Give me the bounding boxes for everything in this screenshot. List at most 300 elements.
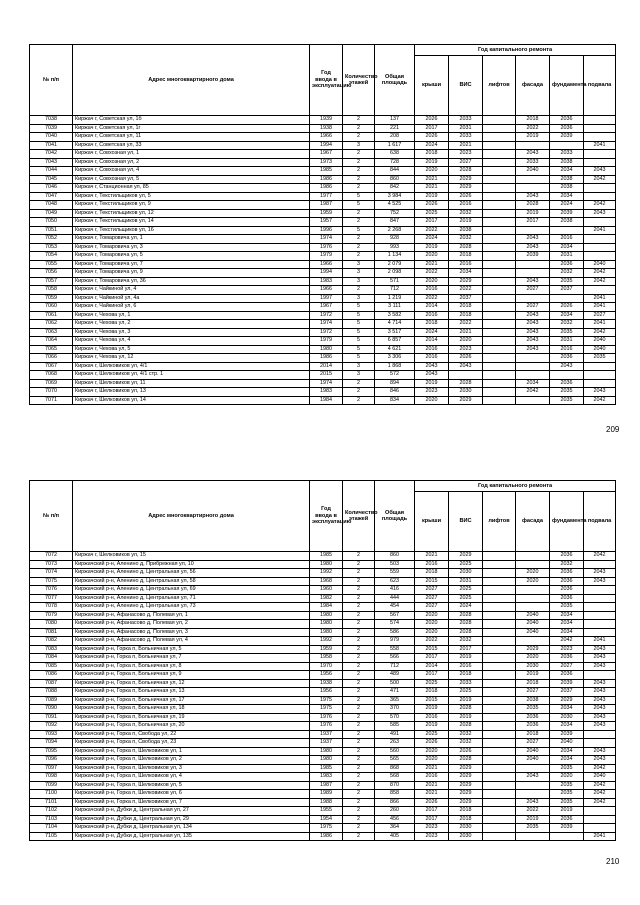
- cell-roof: 2014: [415, 337, 449, 346]
- header-foundation: фундамента: [550, 492, 584, 552]
- cell-num: 7089: [30, 696, 73, 705]
- table-row: [30, 611, 616, 620]
- cell-facade: [516, 396, 550, 405]
- cell-area: 565: [375, 756, 415, 765]
- cell-area: 3 111: [375, 303, 415, 312]
- cell-lift: [483, 192, 516, 201]
- cell-basement: 2042: [584, 201, 616, 210]
- cell-floors: 2: [343, 832, 375, 841]
- cell-basement: [584, 807, 616, 816]
- cell-area: 623: [375, 577, 415, 586]
- cell-vis: [449, 371, 483, 380]
- cell-roof: 2014: [415, 662, 449, 671]
- table-row: [30, 320, 616, 329]
- cell-num: 7054: [30, 252, 73, 261]
- cell-floors: 2: [343, 628, 375, 637]
- cell-vis: 2031: [449, 577, 483, 586]
- cell-lift: [483, 722, 516, 731]
- cell-area: 993: [375, 243, 415, 252]
- cell-vis: 2026: [449, 747, 483, 756]
- cell-area: 868: [375, 764, 415, 773]
- cell-area: 263: [375, 739, 415, 748]
- cell-area: 6 857: [375, 337, 415, 346]
- cell-vis: 2026: [449, 354, 483, 363]
- cell-area: 572: [375, 371, 415, 380]
- cell-area: 860: [375, 552, 415, 561]
- cell-facade: [516, 260, 550, 269]
- cell-floors: 5: [343, 354, 375, 363]
- cell-floors: 2: [343, 773, 375, 782]
- table-row: [30, 569, 616, 578]
- cell-year: 1970: [310, 662, 343, 671]
- cell-year: 1986: [310, 175, 343, 184]
- cell-floors: 2: [343, 747, 375, 756]
- cell-facade: 2027: [516, 688, 550, 697]
- cell-lift: [483, 577, 516, 586]
- table-row: [30, 158, 616, 167]
- cell-basement: 2040: [584, 260, 616, 269]
- table-row: [30, 620, 616, 629]
- cell-floors: 5: [343, 337, 375, 346]
- cell-facade: [516, 781, 550, 790]
- cell-roof: 2019: [415, 243, 449, 252]
- cell-vis: 2029: [449, 773, 483, 782]
- cell-num: 7068: [30, 371, 73, 380]
- cell-roof: 2019: [415, 158, 449, 167]
- cell-area: 842: [375, 184, 415, 193]
- cell-foundation: [550, 371, 584, 380]
- cell-roof: 2020: [415, 252, 449, 261]
- cell-address: Киржач г, Чехова ул, 4: [73, 337, 310, 346]
- cell-roof: 2018: [415, 150, 449, 159]
- cell-address: Киржач г, Совхозная ул, 4: [73, 167, 310, 176]
- cell-foundation: 2034: [550, 243, 584, 252]
- cell-roof: 2023: [415, 832, 449, 841]
- cell-basement: [584, 371, 616, 380]
- cell-num: 7087: [30, 679, 73, 688]
- cell-floors: 2: [343, 713, 375, 722]
- cell-area: 2 098: [375, 269, 415, 278]
- cell-address: Киржач г, Шелковиков ул, 15: [73, 552, 310, 561]
- cell-lift: [483, 209, 516, 218]
- cell-vis: 2028: [449, 628, 483, 637]
- cell-area: 928: [375, 235, 415, 244]
- cell-lift: [483, 654, 516, 663]
- cell-address: Киржачский р-н, Горка п, Свобода ул, 22: [73, 730, 310, 739]
- cell-foundation: 2034: [550, 722, 584, 731]
- cell-lift: [483, 388, 516, 397]
- cell-foundation: 2032: [550, 320, 584, 329]
- cell-num: 7073: [30, 560, 73, 569]
- cell-vis: 2030: [449, 832, 483, 841]
- cell-lift: [483, 594, 516, 603]
- cell-foundation: 2035: [550, 277, 584, 286]
- cell-address: Киржач г, Чехова ул, 1: [73, 311, 310, 320]
- cell-foundation: 2036: [550, 552, 584, 561]
- capital-repair-table: [29, 480, 616, 841]
- cell-roof: 2020: [415, 628, 449, 637]
- cell-address: Киржачский р-н, Горка п, Больничная ул, 5: [73, 645, 310, 654]
- cell-area: 858: [375, 790, 415, 799]
- cell-address: Киржач г, Томаровича ул, 36: [73, 277, 310, 286]
- cell-year: 1974: [310, 320, 343, 329]
- cell-num: 7104: [30, 824, 73, 833]
- table-row: [30, 671, 616, 680]
- cell-floors: 3: [343, 141, 375, 150]
- cell-basement: [584, 603, 616, 612]
- cell-foundation: 2037: [550, 286, 584, 295]
- cell-vis: 2018: [449, 807, 483, 816]
- cell-address: Киржачский р-н, Горка п, Больничная ул, 13: [73, 688, 310, 697]
- cell-floors: 2: [343, 603, 375, 612]
- cell-foundation: 2020: [550, 773, 584, 782]
- cell-roof: 2019: [415, 192, 449, 201]
- cell-year: 1958: [310, 654, 343, 663]
- cell-floors: 2: [343, 175, 375, 184]
- cell-year: 1957: [310, 218, 343, 227]
- cell-address: Киржачский р-н, Аленино д, Центральная ул, 73: [73, 603, 310, 612]
- cell-year: 1974: [310, 379, 343, 388]
- cell-year: 1992: [310, 637, 343, 646]
- cell-floors: 2: [343, 586, 375, 595]
- table-row: [30, 560, 616, 569]
- cell-floors: 2: [343, 739, 375, 748]
- cell-vis: 2032: [449, 739, 483, 748]
- cell-floors: 5: [343, 192, 375, 201]
- cell-vis: 2025: [449, 688, 483, 697]
- table-row: [30, 577, 616, 586]
- cell-foundation: 2027: [550, 662, 584, 671]
- cell-area: 491: [375, 730, 415, 739]
- cell-area: 208: [375, 133, 415, 142]
- cell-facade: 2035: [516, 824, 550, 833]
- cell-lift: [483, 560, 516, 569]
- header-area: Общая площадь: [375, 481, 415, 552]
- cell-basement: 2040: [584, 337, 616, 346]
- cell-facade: [516, 552, 550, 561]
- cell-area: 260: [375, 807, 415, 816]
- cell-foundation: 2043: [550, 362, 584, 371]
- cell-address: Киржач г, Чехова ул, 3: [73, 328, 310, 337]
- header-roof: крыши: [415, 492, 449, 552]
- cell-num: 7100: [30, 790, 73, 799]
- cell-address: Киржач г, Совхозная ул, 1: [73, 150, 310, 159]
- cell-vis: 2028: [449, 243, 483, 252]
- cell-roof: 2017: [415, 654, 449, 663]
- cell-facade: [516, 371, 550, 380]
- cell-lift: [483, 620, 516, 629]
- cell-vis: 2037: [449, 294, 483, 303]
- cell-foundation: 2034: [550, 311, 584, 320]
- cell-area: 712: [375, 662, 415, 671]
- table-row: [30, 662, 616, 671]
- cell-roof: 2020: [415, 611, 449, 620]
- cell-facade: 2043: [516, 345, 550, 354]
- cell-num: 7044: [30, 167, 73, 176]
- cell-roof: 2025: [415, 679, 449, 688]
- cell-floors: 3: [343, 371, 375, 380]
- cell-vis: 2032: [449, 235, 483, 244]
- cell-address: Киржачский р-н, Аленино д, Центральная ул, 58: [73, 577, 310, 586]
- table-row: [30, 175, 616, 184]
- cell-vis: 2034: [449, 269, 483, 278]
- table-row: [30, 243, 616, 252]
- cell-vis: 2028: [449, 756, 483, 765]
- cell-basement: 2027: [584, 311, 616, 320]
- cell-basement: [584, 362, 616, 371]
- cell-year: 1966: [310, 286, 343, 295]
- cell-num: 7047: [30, 192, 73, 201]
- cell-address: Киржачский р-н, Аленино д, Центральная ул, 69: [73, 586, 310, 595]
- cell-vis: 2028: [449, 611, 483, 620]
- cell-lift: [483, 294, 516, 303]
- cell-basement: [584, 184, 616, 193]
- cell-basement: 2042: [584, 552, 616, 561]
- cell-num: 7058: [30, 286, 73, 295]
- cell-lift: [483, 175, 516, 184]
- page-number: 209: [606, 425, 620, 434]
- cell-foundation: [550, 226, 584, 235]
- cell-foundation: 2036: [550, 354, 584, 363]
- cell-lift: [483, 671, 516, 680]
- cell-facade: 2020: [516, 577, 550, 586]
- cell-basement: [584, 124, 616, 133]
- cell-roof: 2021: [415, 175, 449, 184]
- cell-year: 1980: [310, 747, 343, 756]
- cell-floors: 3: [343, 269, 375, 278]
- cell-basement: 2042: [584, 764, 616, 773]
- cell-area: 567: [375, 611, 415, 620]
- cell-floors: 3: [343, 362, 375, 371]
- cell-facade: 2039: [516, 252, 550, 261]
- cell-lift: [483, 218, 516, 227]
- cell-vis: 2021: [449, 141, 483, 150]
- cell-roof: 2019: [415, 722, 449, 731]
- cell-year: 1967: [310, 150, 343, 159]
- cell-facade: 2035: [516, 705, 550, 714]
- cell-floors: 2: [343, 611, 375, 620]
- cell-basement: [584, 586, 616, 595]
- cell-roof: 2017: [415, 218, 449, 227]
- cell-facade: 2019: [516, 815, 550, 824]
- cell-foundation: [550, 832, 584, 841]
- cell-roof: 2017: [415, 671, 449, 680]
- cell-lift: [483, 260, 516, 269]
- cell-basement: 2041: [584, 226, 616, 235]
- cell-area: 560: [375, 747, 415, 756]
- cell-lift: [483, 371, 516, 380]
- cell-roof: 2020: [415, 756, 449, 765]
- cell-lift: [483, 815, 516, 824]
- cell-address: Киржачский р-н, Горка п, Шелковиков ул, 3: [73, 764, 310, 773]
- cell-num: 7077: [30, 594, 73, 603]
- cell-num: 7099: [30, 781, 73, 790]
- cell-year: 1996: [310, 226, 343, 235]
- cell-lift: [483, 705, 516, 714]
- cell-year: 1960: [310, 586, 343, 595]
- cell-foundation: 2035: [550, 603, 584, 612]
- cell-address: Киржач г, Совхозная ул, 2: [73, 158, 310, 167]
- cell-floors: 2: [343, 781, 375, 790]
- cell-vis: 2019: [449, 696, 483, 705]
- table-row: [30, 637, 616, 646]
- cell-address: Киржач г, Чайкиной ул, 6: [73, 303, 310, 312]
- cell-area: 2 079: [375, 260, 415, 269]
- cell-year: 1980: [310, 611, 343, 620]
- cell-year: 1994: [310, 269, 343, 278]
- cell-facade: 2036: [516, 713, 550, 722]
- cell-basement: 2043: [584, 747, 616, 756]
- header-foundation: фундамента: [550, 56, 584, 116]
- cell-address: Киржачский р-н, Горка п, Больничная ул, 17: [73, 696, 310, 705]
- cell-foundation: 2036: [550, 654, 584, 663]
- cell-address: Киржач г, Текстильщиков ул, 16: [73, 226, 310, 235]
- cell-num: 7065: [30, 345, 73, 354]
- cell-lift: [483, 696, 516, 705]
- cell-area: 1 868: [375, 362, 415, 371]
- cell-year: 1938: [310, 679, 343, 688]
- cell-facade: 2027: [516, 286, 550, 295]
- cell-basement: 2043: [584, 577, 616, 586]
- cell-facade: 2040: [516, 628, 550, 637]
- cell-facade: [516, 226, 550, 235]
- cell-roof: 2021: [415, 764, 449, 773]
- cell-floors: 2: [343, 764, 375, 773]
- cell-floors: 2: [343, 569, 375, 578]
- cell-foundation: 2035: [550, 388, 584, 397]
- table-row: [30, 124, 616, 133]
- cell-address: Киржачский р-н, Аленино д, Центральная ул, 56: [73, 569, 310, 578]
- cell-roof: 2020: [415, 620, 449, 629]
- cell-facade: 2019: [516, 209, 550, 218]
- cell-roof: 2025: [415, 730, 449, 739]
- table-row: [30, 260, 616, 269]
- cell-year: 1997: [310, 294, 343, 303]
- cell-vis: 2016: [449, 260, 483, 269]
- cell-roof: 2019: [415, 379, 449, 388]
- header-basement: подвала: [584, 56, 616, 116]
- cell-area: 3 582: [375, 311, 415, 320]
- cell-vis: 2029: [449, 798, 483, 807]
- table-row: [30, 696, 616, 705]
- table-row: [30, 201, 616, 210]
- cell-basement: [584, 379, 616, 388]
- cell-year: 1975: [310, 696, 343, 705]
- cell-num: 7072: [30, 552, 73, 561]
- cell-num: 7094: [30, 739, 73, 748]
- cell-num: 7071: [30, 396, 73, 405]
- cell-basement: 2040: [584, 773, 616, 782]
- cell-num: 7093: [30, 730, 73, 739]
- cell-area: 365: [375, 696, 415, 705]
- cell-year: 1976: [310, 722, 343, 731]
- cell-lift: [483, 277, 516, 286]
- cell-facade: 2043: [516, 798, 550, 807]
- header-num: № п/п: [30, 481, 73, 552]
- table-row: [30, 388, 616, 397]
- cell-facade: 2043: [516, 243, 550, 252]
- cell-vis: 2028: [449, 167, 483, 176]
- cell-num: 7098: [30, 773, 73, 782]
- cell-facade: 2043: [516, 150, 550, 159]
- cell-floors: 2: [343, 594, 375, 603]
- cell-roof: 2017: [415, 124, 449, 133]
- cell-roof: 2022: [415, 294, 449, 303]
- cell-foundation: 2016: [550, 235, 584, 244]
- cell-address: Киржачский р-н, Афанасово д, Полевая ул, 2: [73, 620, 310, 629]
- cell-lift: [483, 226, 516, 235]
- cell-year: 1937: [310, 730, 343, 739]
- cell-basement: 2042: [584, 328, 616, 337]
- cell-basement: 2043: [584, 722, 616, 731]
- cell-area: 137: [375, 116, 415, 125]
- cell-address: Киржач г, Томаровича ул, 3: [73, 243, 310, 252]
- cell-basement: [584, 739, 616, 748]
- table-row: [30, 552, 616, 561]
- cell-year: 1939: [310, 116, 343, 125]
- cell-area: 221: [375, 124, 415, 133]
- cell-num: 7038: [30, 116, 73, 125]
- cell-floors: 2: [343, 705, 375, 714]
- cell-num: 7056: [30, 269, 73, 278]
- cell-area: 844: [375, 167, 415, 176]
- cell-foundation: 2019: [550, 807, 584, 816]
- cell-vis: 2028: [449, 705, 483, 714]
- cell-foundation: 2036: [550, 577, 584, 586]
- cell-roof: 2027: [415, 603, 449, 612]
- cell-vis: 2032: [449, 637, 483, 646]
- cell-year: 1976: [310, 243, 343, 252]
- cell-vis: 2021: [449, 328, 483, 337]
- header-address: Адрес многоквартирного дома: [73, 481, 310, 552]
- cell-lift: [483, 345, 516, 354]
- cell-facade: 2020: [516, 569, 550, 578]
- cell-address: Киржач г, Шелковиков ул, 11: [73, 379, 310, 388]
- cell-year: 1972: [310, 311, 343, 320]
- cell-area: 1 617: [375, 141, 415, 150]
- cell-basement: [584, 252, 616, 261]
- cell-facade: 2043: [516, 277, 550, 286]
- cell-num: 7063: [30, 328, 73, 337]
- table-row: [30, 354, 616, 363]
- cell-num: 7103: [30, 815, 73, 824]
- table-row: [30, 688, 616, 697]
- cell-address: Киржач г, Советская ул, 33: [73, 141, 310, 150]
- cell-vis: 2029: [449, 764, 483, 773]
- cell-floors: 3: [343, 260, 375, 269]
- cell-year: 1937: [310, 739, 343, 748]
- cell-foundation: [550, 141, 584, 150]
- cell-basement: [584, 671, 616, 680]
- cell-vis: 2028: [449, 722, 483, 731]
- cell-num: 7092: [30, 722, 73, 731]
- table-row: [30, 286, 616, 295]
- header-facade: фасада: [516, 492, 550, 552]
- cell-address: Киржачский р-н, Горка п, Больничная ул, 9: [73, 671, 310, 680]
- cell-foundation: 2024: [550, 201, 584, 210]
- table-row: [30, 679, 616, 688]
- cell-area: 860: [375, 175, 415, 184]
- cell-lift: [483, 645, 516, 654]
- cell-basement: [584, 594, 616, 603]
- cell-lift: [483, 150, 516, 159]
- cell-lift: [483, 586, 516, 595]
- cell-year: 1983: [310, 773, 343, 782]
- cell-vis: 2038: [449, 226, 483, 235]
- cell-year: 1983: [310, 388, 343, 397]
- cell-facade: 2043: [516, 311, 550, 320]
- cell-basement: 2043: [584, 696, 616, 705]
